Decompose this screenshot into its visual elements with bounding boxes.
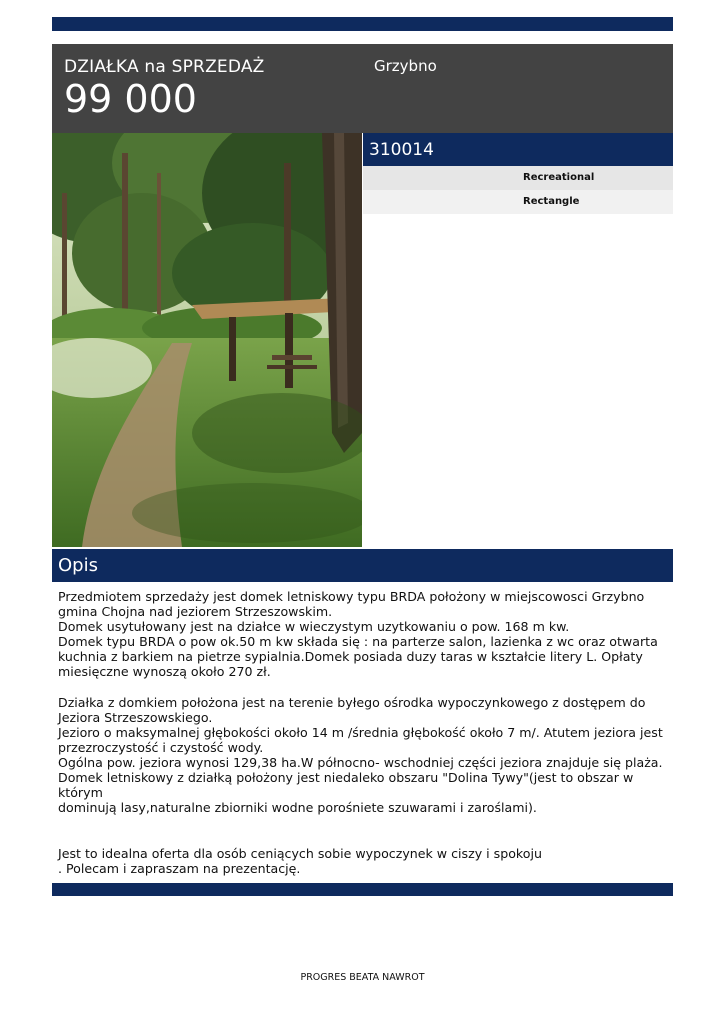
reference-bar bbox=[363, 133, 673, 166]
property-value: Rectangle bbox=[523, 196, 580, 207]
listing-location: Grzybno bbox=[374, 57, 437, 75]
property-row bbox=[363, 166, 673, 190]
description-header-bar bbox=[52, 549, 673, 582]
property-photo bbox=[52, 133, 362, 547]
bottom-accent-bar bbox=[52, 883, 673, 896]
listing-type: DZIAŁKA na SPRZEDAŻ bbox=[64, 57, 265, 77]
property-row bbox=[363, 190, 673, 214]
listing-price: 99 000 bbox=[64, 77, 197, 121]
footer-agency: PROGRES BEATA NAWROT bbox=[300, 972, 425, 983]
description-title: Opis bbox=[58, 555, 98, 576]
property-value: Recreational bbox=[523, 172, 595, 183]
top-accent-bar bbox=[52, 17, 673, 31]
listing-header bbox=[52, 44, 673, 133]
reference-number: 310014 bbox=[369, 140, 434, 160]
description-text: Przedmiotem sprzedaży jest domek letniskowy typu BRDA położony w miejscowosci Grzybno gmina Chojna nad jeziorem Strzeszowskim. Domek usytułowany jest na działce w wieczystym uzytkowaniu o pow. 168 m kw. Domek typu BRDA o pow ok.50 m kw składa się : na parterze salon, lazienka z wc oraz otwarta kuchnia z barkiem na pietrze sypialnia.Domek posiada duzy taras w kształcie litery L. Opłaty miesięczne wynoszą około 270 zł. Działka z domkiem położona jest na terenie byłego ośrodka wypoczynkowego z dostępem do Jeziora Strzeszowskiego. Jezioro o maksymalnej głębokości około 14 m /średnia głębokość około 7 m/. Atutem jeziora jest przezroczystość i czystość wody. Ogólna pow. jeziora wynosi 129,38 ha.W północno- wschodniej części jeziora znajduje się plaża. Domek letniskowy z działką położony jest niedaleko obszaru "Dolina Tywy"(jest to obszar w którym dominują lasy,naturalne zbiorniki wodne porośniete szuwarami i zaroślami). Jest to idealna oferta dla osób ceniących sobie wypoczynek w ciszy i spokoju . Polecam i zapraszam na prezentację. bbox=[58, 589, 663, 876]
